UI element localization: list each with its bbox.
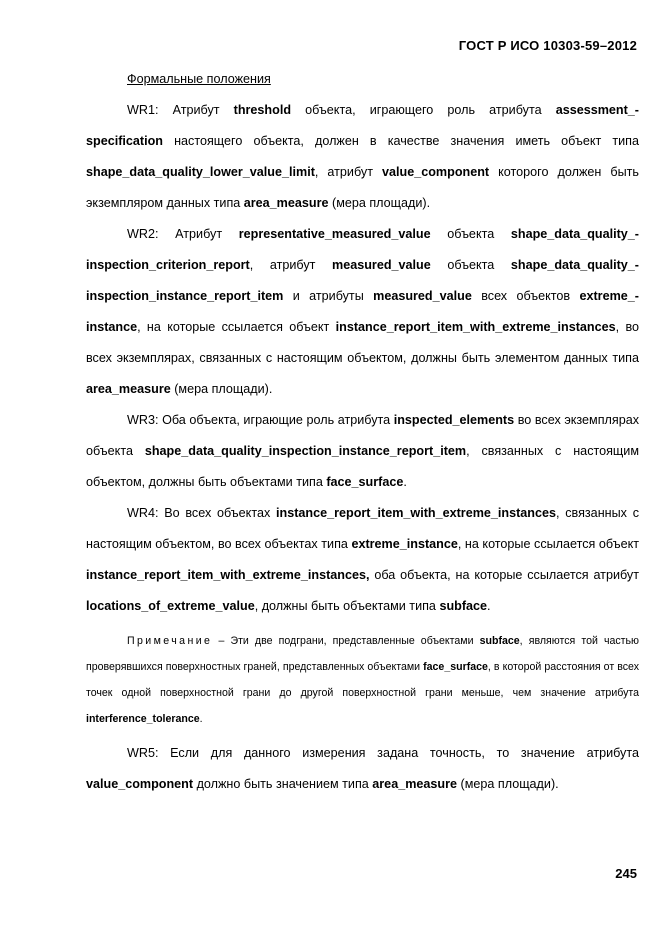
text: . <box>403 475 407 489</box>
text: , должны быть объектами типа <box>254 599 436 613</box>
section-subheading: Формальные положения <box>127 72 271 86</box>
text: объекта, играющего роль атрибута <box>305 103 542 117</box>
text: , атрибут <box>249 258 316 272</box>
term: assessment_-specification <box>86 103 639 148</box>
term: area_measure <box>243 196 329 210</box>
rule-wr3 <box>86 405 639 498</box>
term: extreme_instance <box>351 537 458 551</box>
rule-label: WR1: <box>127 103 159 117</box>
term: locations_of_extreme_value <box>86 599 255 613</box>
text: объекта <box>447 258 495 272</box>
text: (мера площади). <box>332 196 431 210</box>
rule-wr1 <box>86 95 639 219</box>
term: subface <box>479 635 520 647</box>
text: , атрибут <box>314 165 373 179</box>
note-dash: – <box>218 635 225 647</box>
rule-wr4 <box>86 498 639 622</box>
term: instance_report_item_with_extreme_instances, <box>86 568 370 582</box>
text: . <box>199 713 203 725</box>
text: , на которые ссылается объект <box>457 537 639 551</box>
term: measured_value <box>373 289 472 303</box>
rule-wr5 <box>86 738 639 800</box>
text: Если для данного измерения задана точность, то значение атрибута <box>170 746 639 760</box>
text: которого должен быть экземпляром данных типа <box>86 165 639 210</box>
term: area_measure <box>86 382 171 396</box>
term: subface <box>439 599 488 613</box>
term: shape_data_quality_lower_value_limit <box>86 165 315 179</box>
text: , во всех экземплярах, связанных с настоящим объектом, должны быть элементом данных типа <box>86 320 639 365</box>
text: оба объекта, на которые ссылается атрибут <box>374 568 639 582</box>
term: shape_data_quality_-inspection_instance_report_item <box>86 258 640 303</box>
text: всех объектов <box>481 289 571 303</box>
text: во всех экземплярах объекта <box>86 413 640 458</box>
term: instance_report_item_with_extreme_instances <box>335 320 616 334</box>
text: , в которой расстояния от всех точек одной поверхностной грани до другой поверхностной грани меньше, чем значение атрибута <box>86 661 640 699</box>
document-header: ГОСТ Р ИСО 10303-59–2012 <box>458 38 637 53</box>
text: Эти две подграни, представленные объектами <box>230 635 474 647</box>
page-body <box>86 64 639 800</box>
page-number: 245 <box>615 866 637 881</box>
term: shape_data_quality_-inspection_criterion_report <box>86 227 639 272</box>
term: shape_data_quality_inspection_instance_report_item <box>144 444 467 458</box>
text: (мера площади). <box>174 382 273 396</box>
note-label: Примечание <box>127 635 213 647</box>
text: . <box>487 599 491 613</box>
text: должно быть значением типа <box>196 777 369 791</box>
term: area_measure <box>372 777 458 791</box>
text: Атрибут <box>172 103 220 117</box>
rule-wr2 <box>86 219 639 405</box>
text: , связанных с настоящим объектом, во всех объектах типа <box>86 506 639 551</box>
text: Во всех объектах <box>164 506 271 520</box>
text: объекта <box>447 227 495 241</box>
text: Атрибут <box>175 227 223 241</box>
rule-label: WR2: <box>127 227 159 241</box>
term: inspected_elements <box>393 413 515 427</box>
text: , на которые ссылается объект <box>137 320 330 334</box>
text: (мера площади). <box>460 777 559 791</box>
term: instance_report_item_with_extreme_instances <box>276 506 556 520</box>
rule-label: WR4: <box>127 506 159 520</box>
term: value_component <box>382 165 490 179</box>
text: и атрибуты <box>292 289 364 303</box>
term: value_component <box>86 777 194 791</box>
text: , являются той частью проверявшихся поверхностных граней, представленных объектами <box>86 635 639 673</box>
term: face_surface <box>423 661 488 673</box>
note-paragraph <box>86 628 639 732</box>
term: representative_measured_value <box>238 227 431 241</box>
rule-label: WR3: <box>127 413 159 427</box>
term: threshold <box>233 103 292 117</box>
term: extreme_-instance <box>86 289 639 334</box>
text: , связанных с настоящим объектом, должны быть объектами типа <box>86 444 639 489</box>
text: настоящего объекта, должен в качестве значения иметь объект типа <box>174 134 639 148</box>
term: measured_value <box>332 258 431 272</box>
term: face_surface <box>326 475 404 489</box>
rule-label: WR5: <box>127 746 159 760</box>
term: interference_tolerance <box>86 713 200 725</box>
text: Оба объекта, играющие роль атрибута <box>162 413 391 427</box>
